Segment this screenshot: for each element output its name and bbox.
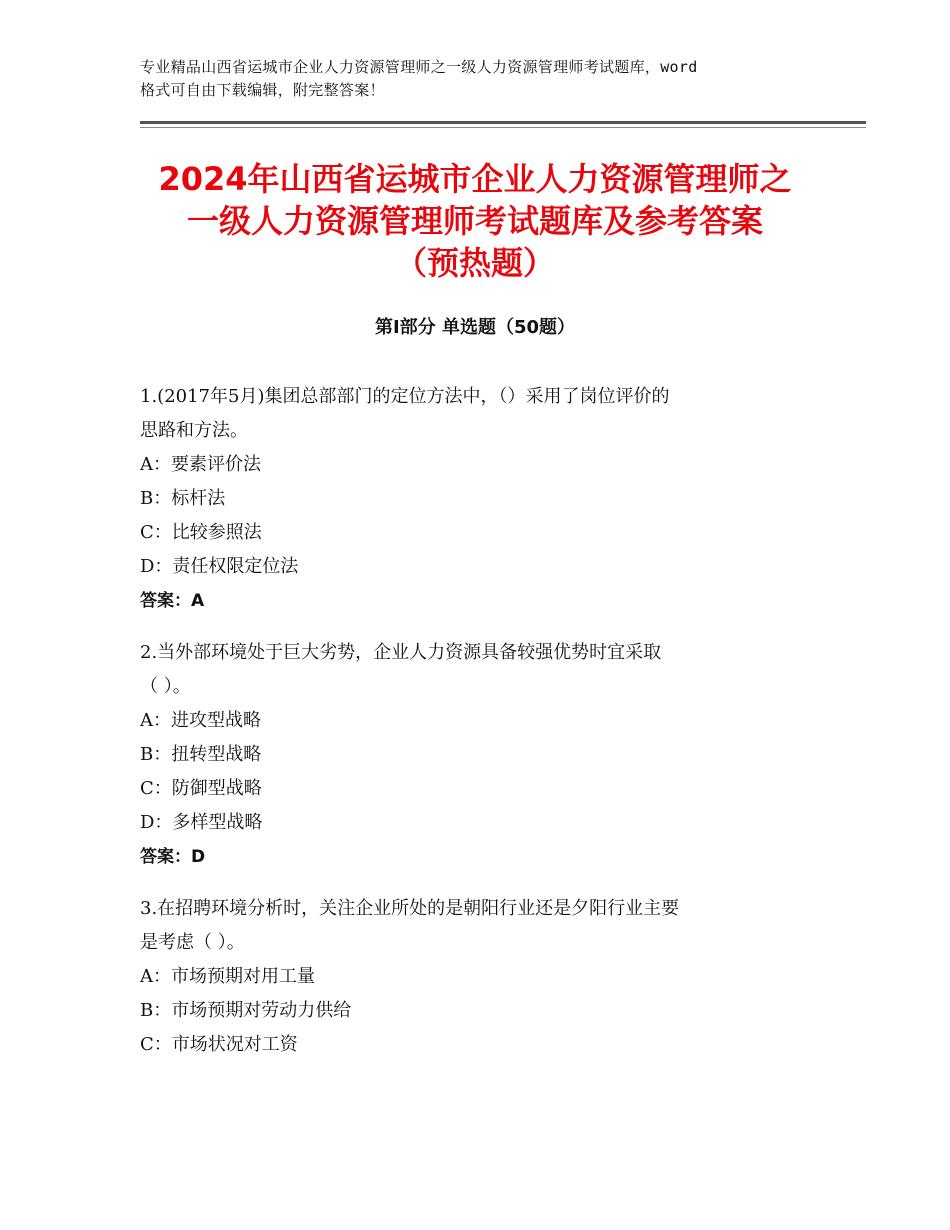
- document-title: [100, 158, 850, 284]
- title-line: 2024年山西省运城市企业人力资源管理师之: [158, 160, 792, 198]
- question-stem: 是考虑（ ）。: [140, 932, 245, 953]
- option-a: A：进攻型战略: [140, 710, 261, 731]
- question-stem: 思路和方法。: [140, 420, 248, 441]
- question-stem: （ ）。: [140, 676, 191, 697]
- question-2: [140, 636, 840, 874]
- question-1: [140, 380, 840, 618]
- option-a: A：要素评价法: [140, 454, 261, 475]
- header-note-line: 专业精品山西省运城市企业人力资源管理师之一级人力资源管理师考试题库，word: [140, 58, 698, 76]
- option-a: A：市场预期对用工量: [140, 966, 315, 987]
- option-b: B：标杆法: [140, 488, 226, 509]
- question-stem: 2.当外部环境处于巨大劣势，企业人力资源具备较强优势时宜采取: [140, 642, 662, 663]
- option-d: D：责任权限定位法: [140, 556, 299, 577]
- question-stem: 1.(2017年5月)集团总部部门的定位方法中，（）采用了岗位评价的: [140, 386, 670, 407]
- header-note-line: 格式可自由下载编辑，附完整答案！: [140, 81, 385, 99]
- option-b: B：市场预期对劳动力供给: [140, 1000, 352, 1021]
- option-b: B：扭转型战略: [140, 744, 262, 765]
- title-line: （预热题）: [394, 244, 555, 282]
- option-c: C：市场状况对工资: [140, 1034, 298, 1055]
- header-divider-thin: [140, 127, 866, 128]
- option-c: C：防御型战略: [140, 778, 262, 799]
- question-list: [140, 380, 840, 1080]
- answer: 答案：A: [140, 591, 205, 611]
- option-d: D：多样型战略: [140, 812, 263, 833]
- header-note: [140, 56, 840, 102]
- header-divider: [140, 121, 866, 124]
- question-stem: 3.在招聘环境分析时，关注企业所处的是朝阳行业还是夕阳行业主要: [140, 898, 680, 919]
- title-line: 一级人力资源管理师考试题库及参考答案: [186, 202, 763, 240]
- answer: 答案：D: [140, 847, 206, 867]
- section-heading: 第Ⅰ部分 单选题（50题）: [374, 317, 575, 338]
- question-3: [140, 892, 840, 1062]
- option-c: C：比较参照法: [140, 522, 262, 543]
